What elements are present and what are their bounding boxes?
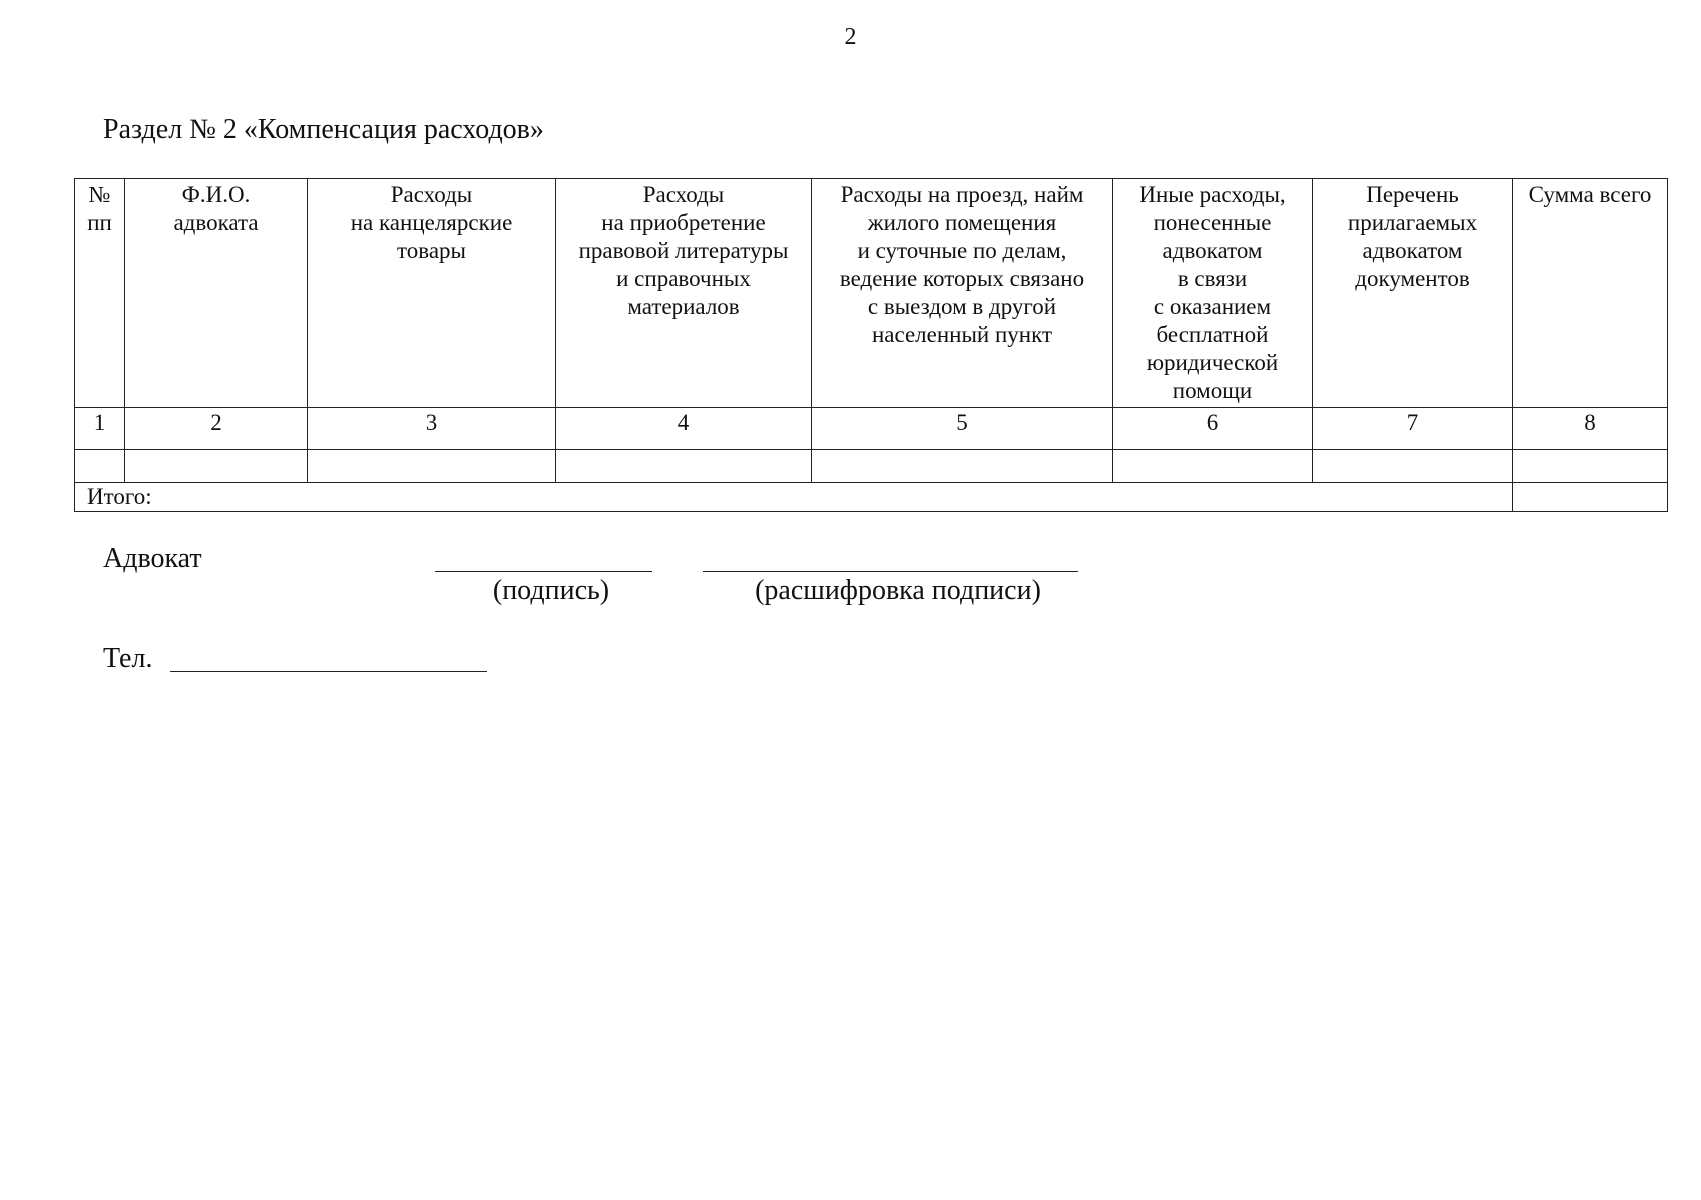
column-number-row [75,408,1668,450]
signature-decoding-line[interactable] [703,571,1078,572]
signature-line[interactable] [435,571,652,572]
phone-label: Тел. [103,643,153,674]
header-row-number: № пп [75,179,125,408]
table-cell[interactable] [125,450,308,483]
phone-line[interactable] [170,671,487,672]
signature-decoding-caption: (расшифровка подписи) [755,575,1041,606]
column-number: 4 [556,408,812,450]
column-number: 6 [1113,408,1313,450]
total-label: Итого: [75,483,1513,512]
table-cell[interactable] [1113,450,1313,483]
table-cell[interactable] [1513,450,1668,483]
table-cell[interactable] [812,450,1113,483]
column-number: 7 [1313,408,1513,450]
total-row [75,483,1668,512]
column-number: 2 [125,408,308,450]
header-stationery-expenses: Расходы на канцелярские товары [308,179,556,408]
header-other-expenses: Иные расходы, понесенные адвокатом в связи с оказанием бесплатной юридической помощи [1113,179,1313,408]
header-advocate-name: Ф.И.О. адвоката [125,179,308,408]
column-number: 8 [1513,408,1668,450]
header-travel-expenses: Расходы на проезд, найм жилого помещения и суточные по делам, ведение которых связано с выездом в другой населенный пункт [812,179,1113,408]
signature-caption: (подпись) [492,575,610,606]
expense-compensation-table [74,178,1668,512]
table-cell[interactable] [308,450,556,483]
total-sum-cell[interactable] [1513,483,1668,512]
section-title: Раздел № 2 «Компенсация расходов» [103,114,544,145]
header-attached-documents: Перечень прилагаемых адвокатом документов [1313,179,1513,408]
header-total-sum: Сумма всего [1513,179,1668,408]
table-cell[interactable] [75,450,125,483]
table-row [75,450,1668,483]
page-number: 2 [844,24,857,50]
column-number: 3 [308,408,556,450]
advocate-label: Адвокат [103,543,202,574]
column-number: 5 [812,408,1113,450]
column-number: 1 [75,408,125,450]
table-cell[interactable] [556,450,812,483]
table-cell[interactable] [1313,450,1513,483]
table-header-row [75,179,1668,408]
header-literature-expenses: Расходы на приобретение правовой литературы и справочных материалов [556,179,812,408]
